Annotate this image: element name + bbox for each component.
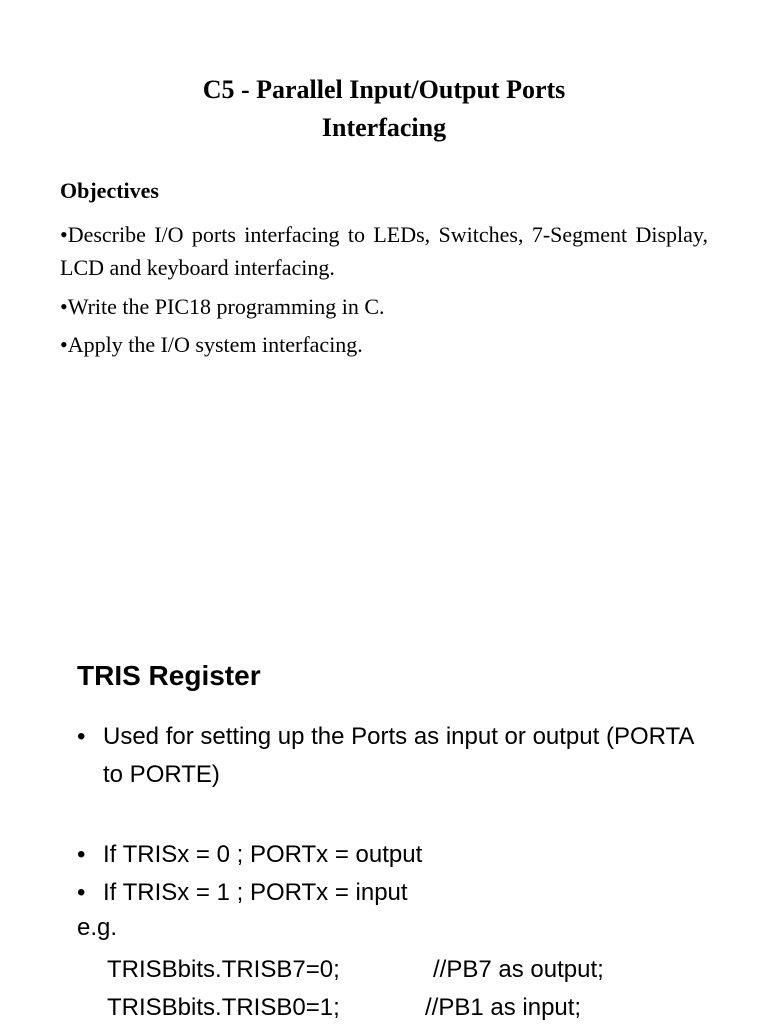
bullet-item (77, 718, 697, 794)
bullet-dot: • (77, 879, 86, 906)
objective-item-1: •Describe I/O ports interfacing to LEDs, Switches, 7-Segment Display, LCD and keyboard interfacing. (60, 222, 708, 280)
code-statement: TRISBbits.TRISB7=0; (107, 956, 340, 983)
objectives-heading: Objectives (60, 178, 159, 203)
slide-objectives (0, 0, 768, 420)
tris-register-title: TRIS Register (77, 660, 261, 691)
slide-title-line-2: Interfacing (321, 113, 447, 142)
bullet-item (77, 836, 422, 874)
bullet-text: Used for setting up the Ports as input or output (PORTA to PORTE) (103, 723, 694, 788)
code-comment: //PB7 as output; (433, 956, 604, 983)
bullet-dot: • (77, 723, 86, 750)
bullet-dot: • (77, 841, 86, 868)
bullet-text: If TRISx = 0 ; PORTx = output (103, 841, 423, 868)
example-label: e.g. (77, 914, 118, 941)
code-comment: //PB1 as input; (425, 994, 582, 1021)
slide-tris-register (0, 640, 768, 1024)
bullet-text: If TRISx = 1 ; PORTx = input (103, 879, 408, 906)
code-statement: TRISBbits.TRISB0=1; (107, 994, 340, 1021)
objective-item-3: •Apply the I/O system interfacing. (60, 332, 363, 357)
slide-title-line-1: C5 - Parallel Input/Output Ports (202, 75, 566, 104)
objective-item-2: •Write the PIC18 programming in C. (60, 294, 385, 319)
bullet-item (77, 874, 408, 912)
